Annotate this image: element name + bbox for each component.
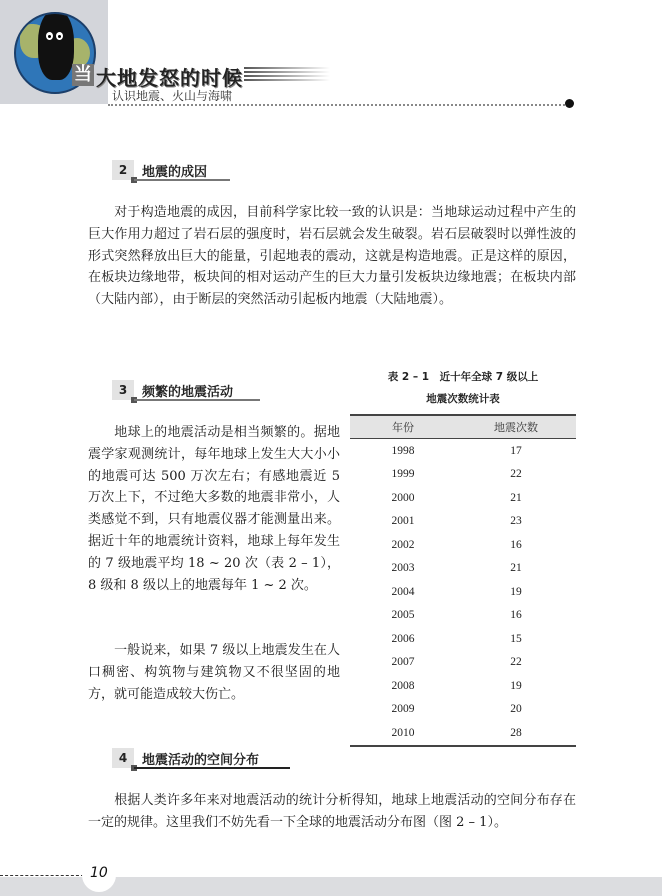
title-mark: 当: [74, 64, 92, 85]
table-caption-line2: 地震次数统计表: [426, 393, 500, 405]
year-cell: 2000: [391, 491, 415, 504]
year-cell: 2004: [391, 585, 415, 598]
count-cell: 28: [456, 721, 576, 746]
year-cell: 2001: [391, 515, 415, 528]
header-dotted-rule: [108, 104, 568, 106]
table-row: [350, 580, 576, 604]
table-row: [350, 721, 576, 746]
count-cell: 19: [510, 679, 522, 692]
count-cell: 21: [510, 562, 522, 575]
section-title: 地震的成因: [142, 165, 208, 180]
footer-dashed-rule: [0, 875, 84, 876]
year-cell: 1998: [391, 444, 415, 457]
mascot-body: [38, 12, 74, 80]
table-row: [350, 510, 576, 534]
count-cell: 17: [510, 444, 522, 457]
table-row: [350, 533, 576, 557]
section-number: 4: [112, 748, 134, 768]
book-subtitle: 认识地震、火山与海啸: [112, 89, 233, 103]
count-cell: 19: [510, 585, 522, 598]
count-cell: 16: [510, 609, 522, 622]
year-cell: 1999: [391, 468, 415, 481]
table-row: [350, 627, 576, 651]
count-cell: 16: [510, 538, 522, 551]
table-row: [350, 557, 576, 581]
count-cell: 22: [510, 656, 522, 669]
table-row: [350, 439, 576, 463]
year-cell: 2005: [391, 609, 415, 622]
column-header-count: 地震次数: [456, 415, 576, 439]
year-cell: 2002: [391, 538, 415, 551]
table-row: [350, 486, 576, 510]
year-cell: 2007: [391, 656, 415, 669]
year-cell: 2006: [391, 632, 415, 645]
table-row: [350, 604, 576, 628]
section-number: 2: [112, 160, 134, 180]
paragraph: 一般说来，如果 7 级以上地震发生在人口稠密、构筑物与建筑物又不很坚固的地方，就可能造成较大伤亡。: [88, 643, 340, 702]
table-header-row: [350, 415, 576, 439]
mascot-eye: [56, 32, 63, 40]
earthquake-stats-table: [350, 414, 576, 747]
table-row: [350, 463, 576, 487]
header-rule-end-dot: [565, 99, 574, 108]
title-decoration-lines: [244, 67, 330, 81]
table-row: [350, 674, 576, 698]
paragraph: 根据人类许多年来对地震活动的统计分析得知，地球上地震活动的空间分布存在一定的规律。这里我们不妨先看一下全球的地震活动分布图（图 2 – 1）。: [88, 793, 576, 830]
count-cell: 23: [510, 515, 522, 528]
year-cell: 2010: [350, 721, 456, 746]
count-cell: 22: [510, 468, 522, 481]
year-cell: 2003: [391, 562, 415, 575]
count-cell: 15: [510, 632, 522, 645]
mascot-eye: [46, 32, 53, 40]
section-title: 地震活动的空间分布: [142, 753, 260, 768]
paragraph: 地球上的地震活动是相当频繁的。据地震学家观测统计，每年地球上发生大大小小的地震可达 500 万次左右；有感地震近 5 万次上下，不过绝大多数的地震非常小，人类感觉不到，只有地震仪器才能测量出来。据近十年的地震统计资料，地球上每年发生的 7 级地震平均 18 ~ 20 次（表 2 – 1），8 级和 8 级以上的地震每年 1 ~ 2 次。: [88, 425, 340, 593]
book-title: 大地发怒的时候: [96, 66, 243, 90]
section-title: 频繁的地震活动: [142, 385, 234, 400]
paragraph: 对于构造地震的成因，目前科学家比较一致的认识是：当地球运动过程中产生的巨大作用力超过了岩石层的强度时，岩石层就会发生破裂。岩石层破裂时以弹性波的形式突然释放出巨大的能量，引起地表的震动，这就是构造地震。正是这样的原因，在板块边缘地带，板块间的相对运动产生的巨大力量引发板块边缘地震；在板块内部（大陆内部），由于断层的突然活动引起板内地震（大陆地震）。: [88, 205, 576, 308]
table-caption: 表 2 – 1 近十年全球 7 级以上: [387, 371, 539, 383]
year-cell: 2008: [391, 679, 415, 692]
page-number: 10: [90, 865, 108, 881]
column-header-year: 年份: [350, 415, 456, 439]
table-row: [350, 651, 576, 675]
count-cell: 21: [510, 491, 522, 504]
section-number: 3: [112, 380, 134, 400]
count-cell: 20: [510, 703, 522, 716]
year-cell: 2009: [391, 703, 415, 716]
table-row: [350, 698, 576, 722]
